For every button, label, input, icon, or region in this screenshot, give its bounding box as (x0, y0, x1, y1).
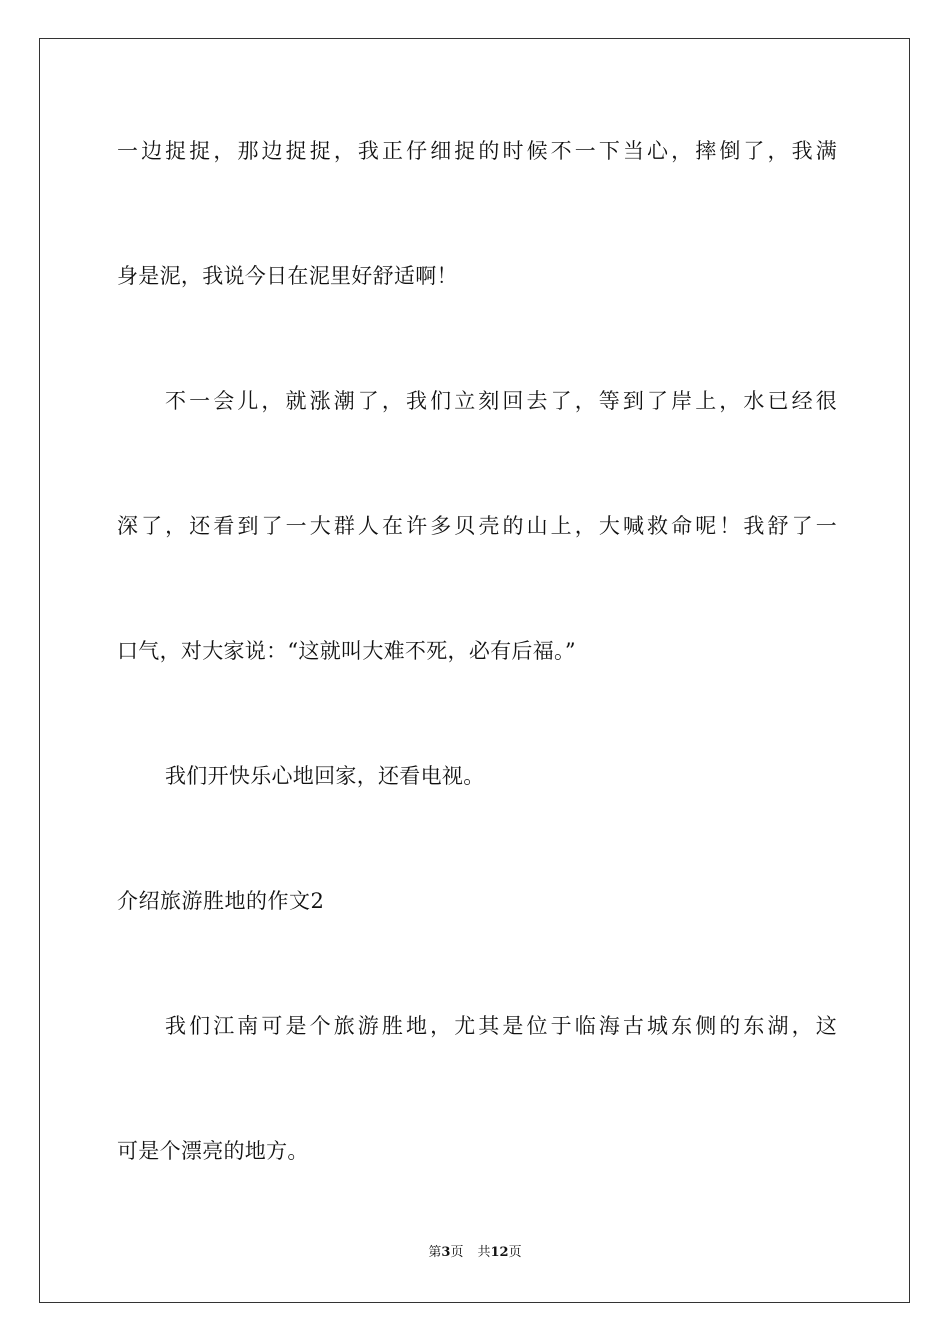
paragraph-1-line-1: 一边捉捉，那边捉捉，我正仔细捉的时候不一下当心，摔倒了，我满 (117, 139, 837, 163)
paragraph-4-line-1: 我们江南可是个旅游胜地，尤其是位于临海古城东侧的东湖，这 (165, 1014, 837, 1038)
paragraph-2-line-2: 深了，还看到了一大群人在许多贝壳的山上，大喊救命呢！我舒了一 (117, 514, 837, 538)
paragraph-2-line-3: 口气，对大家说：“这就叫大难不死，必有后福。” (117, 639, 576, 663)
page-footer (0, 1244, 950, 1262)
total-prefix: 共 (477, 1245, 491, 1260)
total-pages: 12 (490, 1245, 509, 1260)
paragraph-1-line-2: 身是泥，我说今日在泥里好舒适啊！ (117, 264, 458, 288)
page-suffix: 页 (450, 1245, 464, 1260)
total-suffix: 页 (508, 1245, 522, 1260)
page-border (39, 38, 910, 1303)
section-heading: 介绍旅游胜地的作文2 (117, 889, 325, 913)
page-prefix: 第 (428, 1245, 442, 1260)
page-number: 3 (441, 1245, 451, 1260)
paragraph-2-line-1: 不一会儿，就涨潮了，我们立刻回去了，等到了岸上，水已经很 (165, 389, 837, 413)
paragraph-3-line-1: 我们开快乐心地回家，还看电视。 (165, 764, 485, 788)
paragraph-4-line-2: 可是个漂亮的地方。 (117, 1139, 309, 1163)
